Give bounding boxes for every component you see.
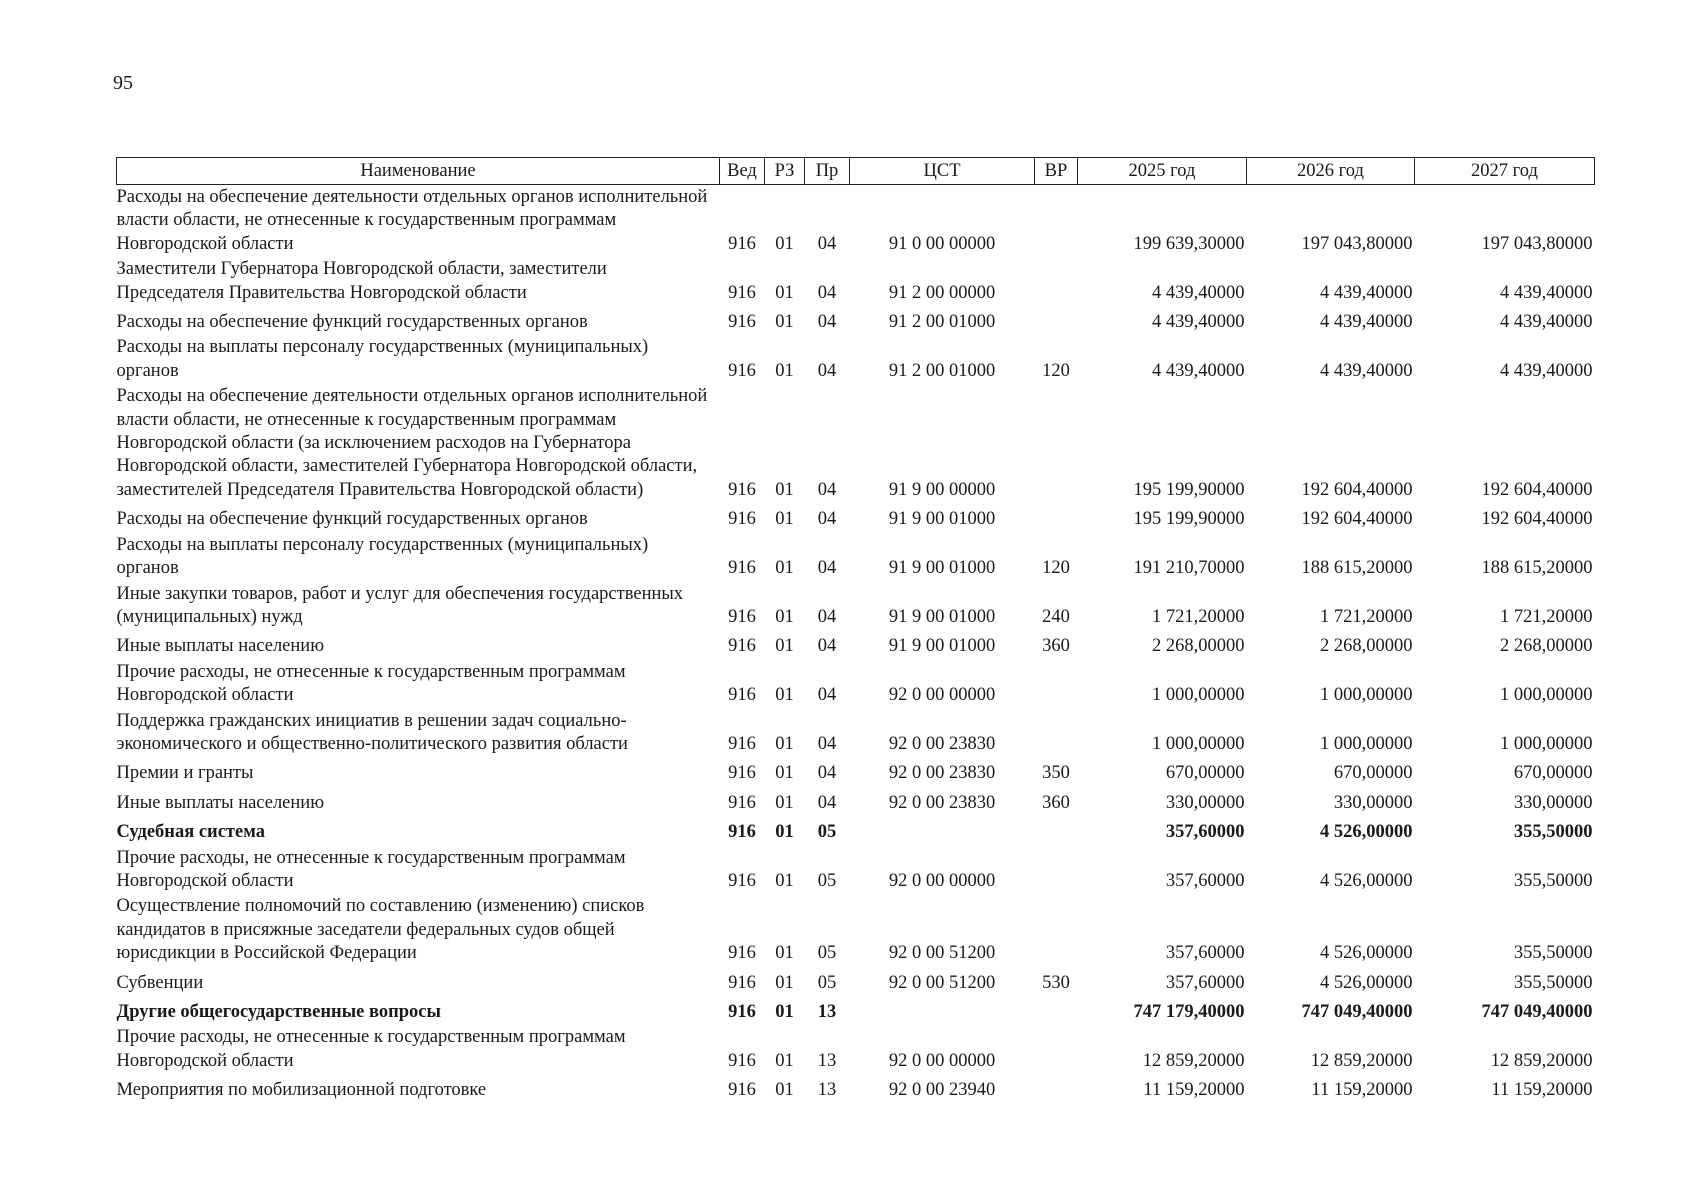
- row-vr: [1035, 846, 1078, 895]
- table-row: [117, 894, 1595, 966]
- row-amount-2025: 670,00000: [1165, 763, 1245, 784]
- row-cst: 91 2 00 01000: [888, 360, 996, 381]
- row-amount-2025: 2 268,00000: [1152, 636, 1245, 657]
- row-ved: 916: [728, 360, 756, 381]
- row-amount-2027: 2 268,00000: [1500, 636, 1593, 657]
- row-amount-2027: 355,50000: [1513, 943, 1593, 964]
- row-vr: 360: [1042, 636, 1070, 657]
- row-rz: 01: [775, 282, 794, 303]
- page-number: 95: [113, 72, 133, 94]
- row-ved: 916: [728, 943, 756, 964]
- row-ved: 916: [728, 972, 756, 993]
- row-vr: [1035, 1025, 1078, 1074]
- row-name: Прочие расходы, не отнесенные к государственным программам Новгородской области: [116, 847, 626, 891]
- row-cst: 92 0 00 23830: [888, 733, 996, 754]
- row-ved: 916: [728, 282, 756, 303]
- header-name: Наименование: [117, 158, 720, 185]
- row-name: Другие общегосударственные вопросы: [116, 1002, 441, 1022]
- table-row: [117, 816, 1595, 845]
- row-amount-2026: 1 000,00000: [1320, 733, 1413, 754]
- row-ved: 916: [728, 870, 756, 891]
- row-pr: 05: [817, 972, 837, 993]
- table-row: [117, 533, 1595, 582]
- row-cst: 92 0 00 00000: [888, 1050, 996, 1071]
- table-row: [117, 1074, 1595, 1103]
- header-vr: ВР: [1035, 158, 1078, 185]
- row-ved: 916: [728, 636, 756, 657]
- row-vr: [1035, 306, 1078, 335]
- row-amount-2026: 1 000,00000: [1320, 685, 1413, 706]
- row-amount-2026: 4 526,00000: [1320, 943, 1413, 964]
- row-name: Прочие расходы, не отнесенные к государственным программам Новгородской области: [116, 1027, 626, 1071]
- row-amount-2025: 330,00000: [1165, 792, 1245, 813]
- row-rz: 01: [775, 792, 794, 813]
- row-cst: 92 0 00 00000: [888, 870, 996, 891]
- row-pr: 04: [817, 763, 837, 784]
- row-vr: [1035, 709, 1078, 758]
- row-vr: 360: [1042, 792, 1070, 813]
- row-amount-2025: 357,60000: [1165, 943, 1245, 964]
- row-amount-2025: 747 179,40000: [1133, 1002, 1245, 1022]
- row-pr: 04: [817, 282, 837, 303]
- row-pr: 13: [817, 1080, 837, 1101]
- row-amount-2026: 330,00000: [1333, 792, 1413, 813]
- row-rz: 01: [775, 822, 794, 843]
- row-amount-2026: 1 721,20000: [1320, 606, 1413, 627]
- row-rz: 01: [775, 943, 794, 964]
- header-2026: 2026 год: [1247, 158, 1415, 185]
- row-amount-2026: 670,00000: [1333, 763, 1413, 784]
- row-pr: 04: [817, 360, 837, 381]
- row-ved: 916: [728, 312, 756, 333]
- row-ved: 916: [728, 479, 756, 500]
- row-amount-2027: 12 859,20000: [1490, 1050, 1593, 1071]
- row-amount-2026: 192 604,40000: [1301, 479, 1413, 500]
- row-pr: 04: [817, 233, 837, 254]
- row-ved: 916: [728, 558, 756, 579]
- row-vr: [1035, 816, 1078, 845]
- row-rz: 01: [775, 360, 794, 381]
- row-rz: 01: [775, 1080, 794, 1101]
- row-rz: 01: [775, 558, 794, 579]
- table-row: [117, 384, 1595, 503]
- row-amount-2027: 1 000,00000: [1500, 685, 1593, 706]
- row-amount-2025: 11 159,20000: [1143, 1080, 1245, 1101]
- row-pr: 13: [817, 1002, 837, 1022]
- row-amount-2027: 197 043,80000: [1481, 233, 1593, 254]
- row-pr: 04: [817, 606, 837, 627]
- row-amount-2026: 4 526,00000: [1320, 972, 1413, 993]
- table-row: [117, 503, 1595, 532]
- budget-table: [116, 157, 1595, 1104]
- row-amount-2026: 197 043,80000: [1301, 233, 1413, 254]
- row-name: Расходы на выплаты персоналу государственных (муниципальных) органов: [116, 534, 649, 579]
- row-amount-2025: 1 721,20000: [1152, 606, 1245, 627]
- row-name: Иные закупки товаров, работ и услуг для обеспечения государственных (муниципальных) нужд: [116, 583, 684, 627]
- row-ved: 916: [728, 1002, 756, 1022]
- row-cst: [850, 996, 1035, 1025]
- row-cst: 91 2 00 00000: [888, 282, 996, 303]
- row-amount-2025: 1 000,00000: [1152, 685, 1245, 706]
- table-row: [117, 582, 1595, 631]
- row-amount-2027: 4 439,40000: [1500, 312, 1593, 333]
- row-ved: 916: [728, 733, 756, 754]
- row-name: Субвенции: [116, 972, 204, 993]
- row-cst: 91 0 00 00000: [888, 233, 996, 254]
- table-row: [117, 630, 1595, 659]
- row-rz: 01: [775, 763, 794, 784]
- row-pr: 04: [817, 685, 837, 706]
- row-amount-2027: 188 615,20000: [1481, 558, 1593, 579]
- row-amount-2027: 355,50000: [1513, 972, 1593, 993]
- row-amount-2025: 357,60000: [1165, 972, 1245, 993]
- row-amount-2026: 11 159,20000: [1311, 1080, 1413, 1101]
- row-vr: [1035, 894, 1078, 966]
- row-rz: 01: [775, 870, 794, 891]
- row-cst: 91 9 00 01000: [888, 606, 996, 627]
- row-name: Осуществление полномочий по составлению (изменению) списков кандидатов в присяжные заседатели федеральных судов общей юрисдикции в Российской Федерации: [116, 896, 645, 964]
- header-pr: Пр: [805, 158, 850, 185]
- row-name: Расходы на обеспечение функций государственных органов: [116, 509, 588, 530]
- row-cst: 92 0 00 51200: [888, 972, 996, 993]
- row-rz: 01: [775, 233, 794, 254]
- row-ved: 916: [728, 685, 756, 706]
- row-amount-2027: 4 439,40000: [1500, 282, 1593, 303]
- row-cst: 92 0 00 51200: [888, 943, 996, 964]
- row-pr: 05: [817, 943, 837, 964]
- row-name: Судебная система: [116, 822, 265, 843]
- row-pr: 05: [817, 870, 837, 891]
- row-rz: 01: [775, 636, 794, 657]
- row-amount-2025: 191 210,70000: [1133, 558, 1245, 579]
- row-amount-2026: 4 526,00000: [1320, 870, 1413, 891]
- row-amount-2027: 192 604,40000: [1481, 509, 1593, 530]
- row-name: Расходы на выплаты персоналу государственных (муниципальных) органов: [116, 337, 649, 381]
- table-row: [117, 660, 1595, 709]
- row-amount-2026: 12 859,20000: [1310, 1050, 1413, 1071]
- row-name: Иные выплаты населению: [116, 792, 325, 813]
- row-cst: 91 9 00 01000: [888, 509, 996, 530]
- table-row: [117, 1025, 1595, 1074]
- row-ved: 916: [728, 822, 756, 843]
- table-row: [117, 335, 1595, 384]
- row-rz: 01: [775, 606, 794, 627]
- row-rz: 01: [775, 972, 794, 993]
- header-2025: 2025 год: [1078, 158, 1247, 185]
- table-row: [117, 996, 1595, 1025]
- row-pr: 04: [817, 312, 837, 333]
- row-amount-2026: 188 615,20000: [1301, 558, 1413, 579]
- row-rz: 01: [775, 685, 794, 706]
- row-pr: 05: [817, 822, 837, 843]
- row-cst: 91 2 00 01000: [888, 312, 996, 333]
- row-vr: [1035, 1074, 1078, 1103]
- row-ved: 916: [728, 606, 756, 627]
- row-vr: [1035, 257, 1078, 306]
- row-cst: 92 0 00 00000: [888, 685, 996, 706]
- row-cst: 92 0 00 23830: [888, 763, 996, 784]
- row-amount-2025: 1 000,00000: [1152, 733, 1245, 754]
- row-amount-2025: 195 199,90000: [1133, 509, 1245, 530]
- table-row: [117, 787, 1595, 816]
- row-rz: 01: [775, 733, 794, 754]
- row-amount-2025: 4 439,40000: [1152, 312, 1245, 333]
- row-cst: 91 9 00 01000: [888, 636, 996, 657]
- row-vr: 240: [1042, 606, 1070, 627]
- row-pr: 04: [817, 636, 837, 657]
- table-row: [117, 185, 1595, 258]
- row-amount-2026: 4 439,40000: [1320, 312, 1413, 333]
- header-ved: Вед: [720, 158, 765, 185]
- header-rz: РЗ: [765, 158, 805, 185]
- row-rz: 01: [775, 1002, 794, 1022]
- row-amount-2027: 355,50000: [1513, 822, 1593, 843]
- row-ved: 916: [728, 1050, 756, 1071]
- row-cst: 92 0 00 23940: [888, 1080, 996, 1101]
- row-cst: 92 0 00 23830: [888, 792, 996, 813]
- row-name: Расходы на обеспечение деятельности отдельных органов исполнительной власти области, не отнесенные к государственным программам Новгородской области (за исключением расходов на Губернатора Новгородской области, заместителей Губернатора Новгородской области, заместителей Председателя Правительства Новгородской области): [116, 386, 708, 500]
- row-pr: 04: [817, 792, 837, 813]
- row-pr: 04: [817, 558, 837, 579]
- table-row: [117, 709, 1595, 758]
- row-cst: [850, 816, 1035, 845]
- row-vr: 530: [1042, 972, 1070, 993]
- row-pr: 04: [817, 733, 837, 754]
- row-amount-2026: 192 604,40000: [1301, 509, 1413, 530]
- row-rz: 01: [775, 312, 794, 333]
- row-vr: 120: [1042, 558, 1070, 579]
- row-amount-2025: 4 439,40000: [1152, 282, 1245, 303]
- row-name: Расходы на обеспечение деятельности отдельных органов исполнительной власти области, не отнесенные к государственным программам Новгородской области: [116, 187, 708, 254]
- row-ved: 916: [728, 233, 756, 254]
- row-vr: [1035, 996, 1078, 1025]
- row-amount-2027: 355,50000: [1513, 870, 1593, 891]
- row-amount-2025: 357,60000: [1165, 822, 1245, 843]
- row-amount-2027: 1 000,00000: [1500, 733, 1593, 754]
- header-cst: ЦСТ: [850, 158, 1035, 185]
- row-amount-2025: 357,60000: [1165, 870, 1245, 891]
- row-vr: [1035, 185, 1078, 258]
- row-amount-2027: 192 604,40000: [1481, 479, 1593, 500]
- row-vr: [1035, 660, 1078, 709]
- table-row: [117, 846, 1595, 895]
- row-vr: 120: [1042, 360, 1070, 381]
- row-pr: 13: [817, 1050, 837, 1071]
- table-row: [117, 257, 1595, 306]
- table-row: [117, 967, 1595, 996]
- row-amount-2026: 4 439,40000: [1320, 282, 1413, 303]
- row-amount-2025: 12 859,20000: [1142, 1050, 1245, 1071]
- row-cst: 91 9 00 00000: [888, 479, 996, 500]
- row-amount-2026: 4 439,40000: [1320, 360, 1413, 381]
- row-pr: 04: [817, 509, 837, 530]
- row-amount-2025: 4 439,40000: [1152, 360, 1245, 381]
- row-amount-2027: 4 439,40000: [1500, 360, 1593, 381]
- row-rz: 01: [775, 509, 794, 530]
- row-rz: 01: [775, 479, 794, 500]
- row-name: Мероприятия по мобилизационной подготовке: [116, 1080, 487, 1101]
- row-name: Поддержка гражданских инициатив в решении задач социально-экономического и общественно-политического развития области: [116, 710, 628, 754]
- row-ved: 916: [728, 509, 756, 530]
- row-amount-2026: 2 268,00000: [1320, 636, 1413, 657]
- row-ved: 916: [728, 1080, 756, 1101]
- row-name: Прочие расходы, не отнесенные к государственным программам Новгородской области: [116, 661, 626, 706]
- row-amount-2025: 195 199,90000: [1133, 479, 1245, 500]
- row-amount-2027: 670,00000: [1513, 763, 1593, 784]
- row-vr: 350: [1042, 763, 1070, 784]
- header-2027: 2027 год: [1415, 158, 1595, 185]
- row-vr: [1035, 503, 1078, 532]
- table-header-row: [117, 158, 1595, 185]
- row-amount-2027: 11 159,20000: [1491, 1080, 1593, 1101]
- row-name: Расходы на обеспечение функций государственных органов: [116, 312, 588, 333]
- row-amount-2027: 330,00000: [1513, 792, 1593, 813]
- row-ved: 916: [728, 792, 756, 813]
- row-name: Премии и гранты: [116, 763, 254, 784]
- row-amount-2027: 1 721,20000: [1500, 606, 1593, 627]
- row-amount-2026: 747 049,40000: [1301, 1002, 1413, 1022]
- row-vr: [1035, 384, 1078, 503]
- row-ved: 916: [728, 763, 756, 784]
- row-rz: 01: [775, 1050, 794, 1071]
- table-row: [117, 757, 1595, 786]
- row-amount-2025: 199 639,30000: [1133, 233, 1245, 254]
- table-row: [117, 306, 1595, 335]
- row-cst: 91 9 00 01000: [888, 558, 996, 579]
- row-pr: 04: [817, 479, 837, 500]
- row-name: Иные выплаты населению: [116, 636, 325, 657]
- row-amount-2026: 4 526,00000: [1320, 822, 1413, 843]
- row-amount-2027: 747 049,40000: [1481, 1002, 1593, 1022]
- row-name: Заместители Губернатора Новгородской области, заместители Председателя Правительства Новгородской области: [116, 259, 607, 303]
